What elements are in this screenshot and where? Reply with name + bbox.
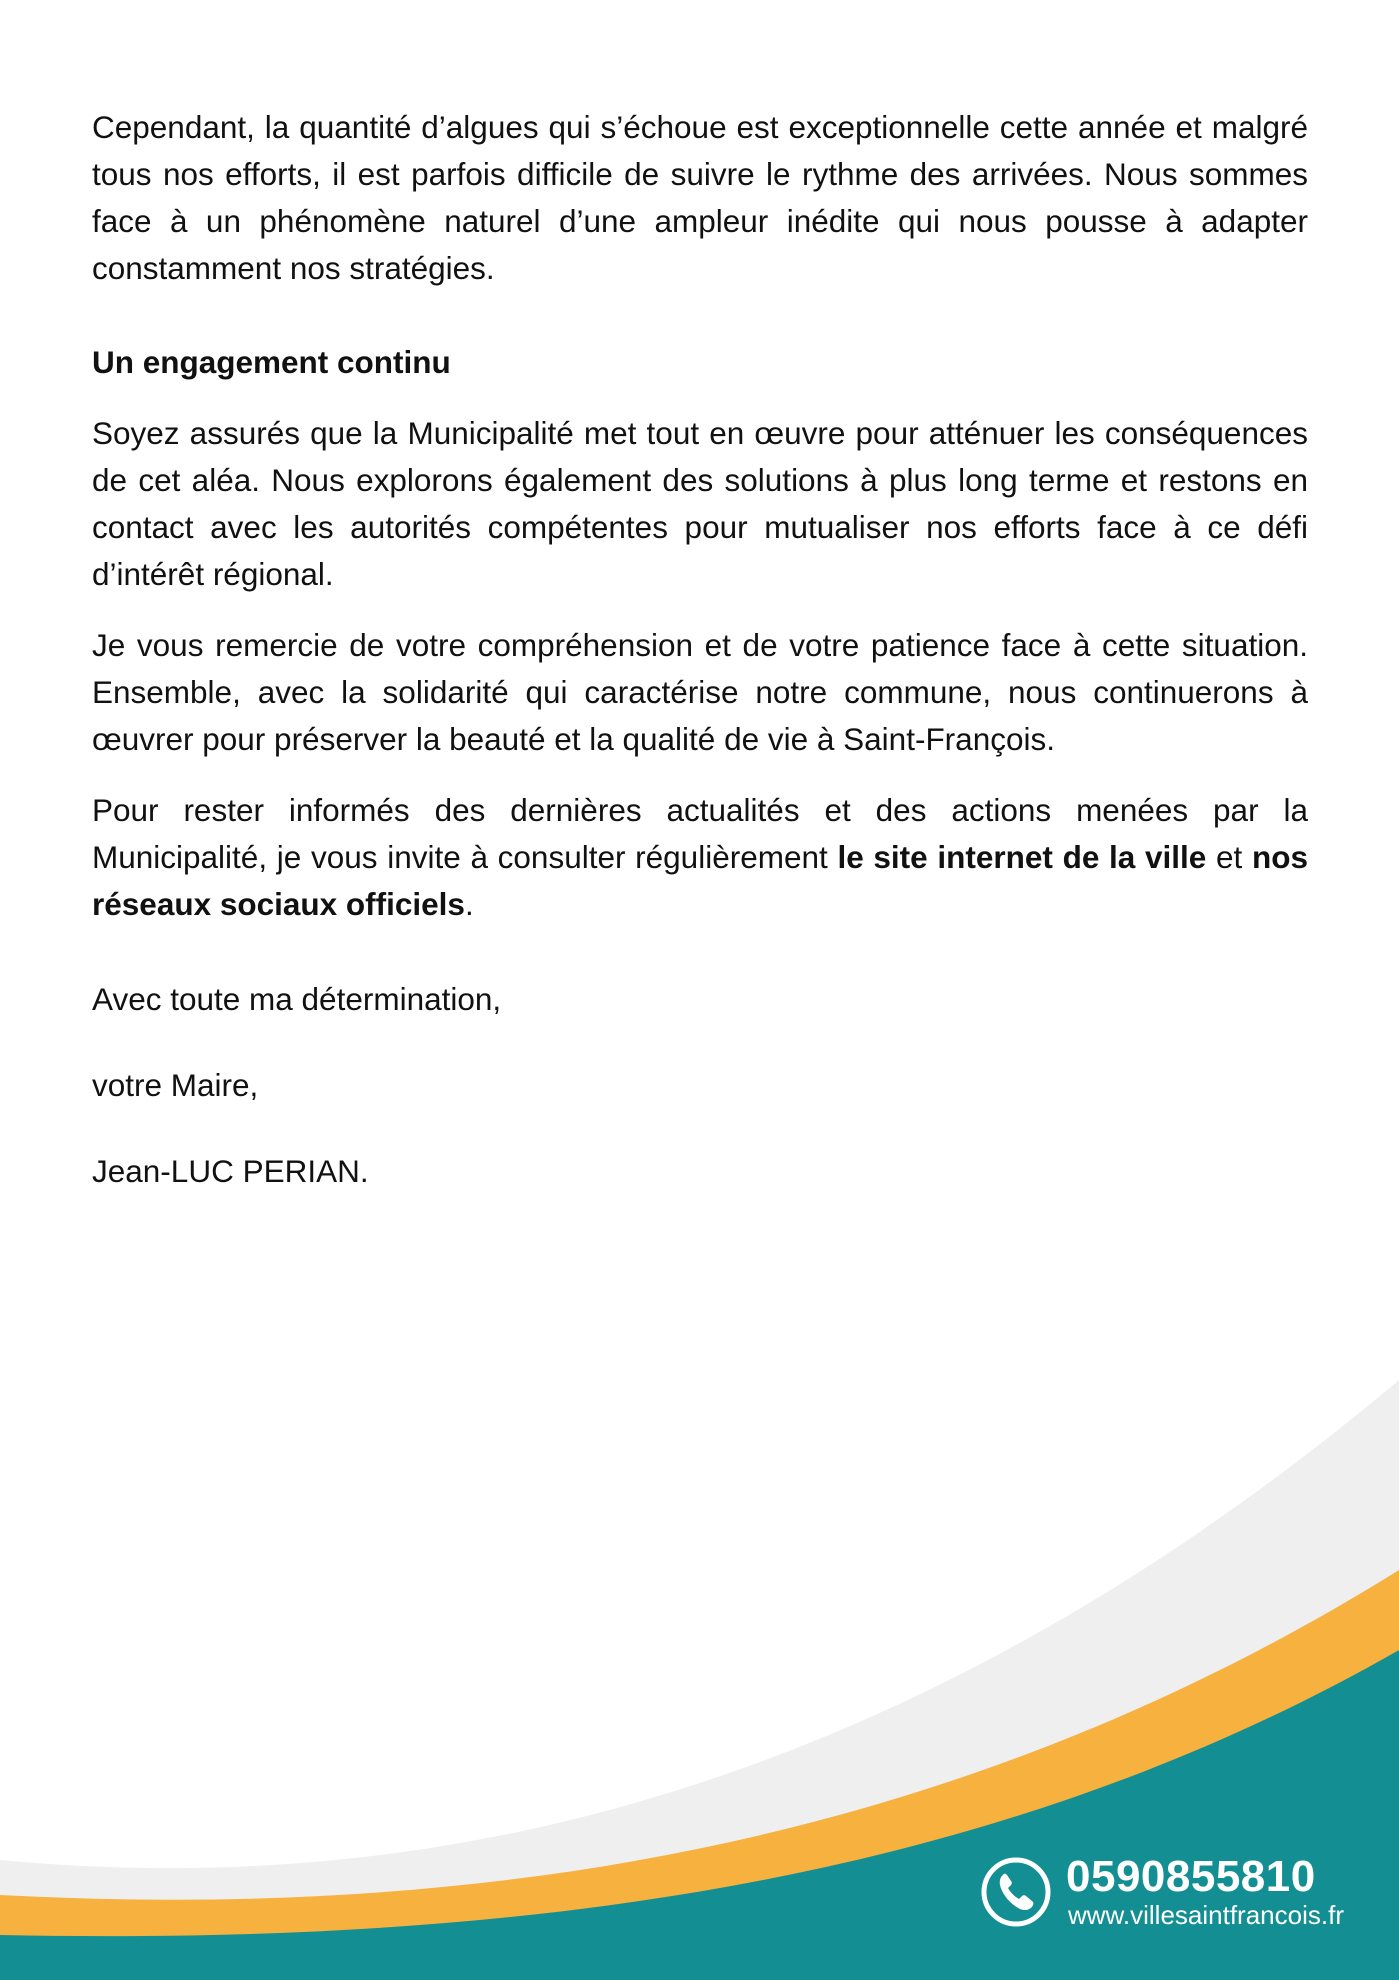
stay-informed-text-2: et (1206, 839, 1252, 875)
phone-number[interactable]: 0590855810 (1066, 1852, 1316, 1901)
closing-line: Avec toute ma détermination, (92, 981, 502, 1017)
paragraph-thanks: Je vous remercie de votre compréhension et de votre patience face à cette situation. Ensemble, avec la solidarité qui caractérise notre commune, nous continuerons à œuvrer pour préserver la beauté et la qualité de vie à Saint-François. (92, 627, 1308, 757)
paragraph-stay-informed (92, 787, 1308, 928)
footer-contact (980, 1852, 1380, 1936)
website-mention: le site internet de la ville (837, 839, 1207, 875)
phone-icon (980, 1856, 1052, 1928)
mayor-title: votre Maire, (92, 1067, 259, 1103)
paragraph-municipality-actions: Soyez assurés que la Municipalité met tout en œuvre pour atténuer les conséquences de cet aléa. Nous explorons également des solutions à plus long terme et restons en contact avec les autorités compétentes pour mutualiser nos efforts face à ce défi d’intérêt régional. (92, 415, 1308, 592)
stay-informed-text-3: . (464, 886, 474, 922)
signature-name: Jean-LUC PERIAN. (92, 1153, 369, 1189)
website-link[interactable]: www.villesaintfrancois.fr (1068, 1900, 1344, 1930)
letter-body (92, 104, 1308, 1234)
paragraph-algae-quantity: Cependant, la quantité d’algues qui s’échoue est exceptionnelle cette année et malgré tous nos efforts, il est parfois difficile de suivre le rythme des arrivées. Nous sommes face à un phénomène naturel d’une ampleur inédite qui nous pousse à adapter constamment nos stratégies. (92, 109, 1308, 286)
social-networks-mention: nos réseaux sociaux officiels (92, 839, 1308, 922)
section-heading: Un engagement continu (92, 344, 451, 380)
stay-informed-text-1: Pour rester informés des dernières actualités et des actions menées par la Municipalité, je vous invite à consulter régulièrement (92, 792, 1308, 875)
